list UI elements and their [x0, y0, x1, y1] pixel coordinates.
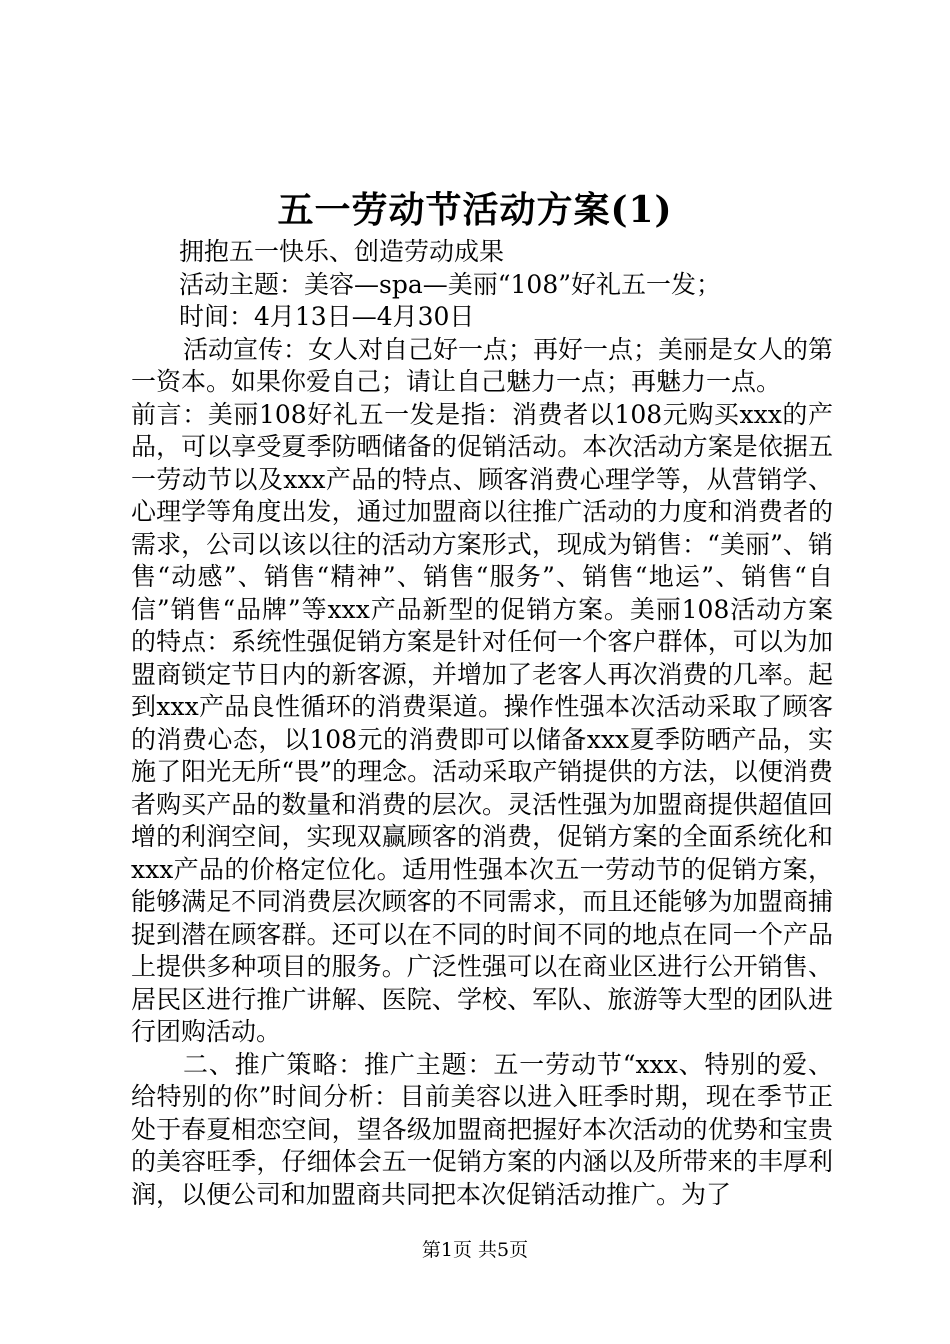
document-title: 五一劳动节活动方案(1)	[277, 189, 673, 231]
paragraph-preface: 前言：美丽108好礼五一发是指：消费者以108元购买xxx的产品，可以享受夏季防晒储备的促销活动。本次活动方案是依据五一劳动节以及xxx产品的特点、顾客消费心理学等，从营销学、心理学等角度出发，通过加盟商以往推广活动的力度和消费者的需求，公司以该以往的活动方案形式，现成为销售：“美丽”、销售“动感”、销售“精神”、销售“服务”、销售“地运”、销售“自信”销售“品牌”等xxx产品新型的促销方案。美丽108活动方案的特点：系统性强促销方案是针对任何一个客户群体，可以为加盟商锁定节日内的新客源，并增加了老客人再次消费的几率。起到xxx产品良性循环的消费渠道。操作性强本次活动采取了顾客的消费心态，以108元的消费即可以储备xxx夏季防晒产品，实施了阳光无所“畏”的理念。活动采取产销提供的方法，以便消费者购买产品的数量和消费的层次。灵活性强为加盟商提供超值回增的利润空间，实现双赢顾客的消费，促销方案的全面系统化和xxx产品的价格定位化。适用性强本次五一劳动节的促销方案，能够满足不同消费层次顾客的不同需求，而且还能够为加盟商捕捉到潜在顾客群。还可以在不同的时间不同的地点在同一个产品上提供多种项目的服务。广泛性强可以在商业区进行公开销售、居民区进行推广讲解、医院、学校、军队、旅游等大型的团队进行团购活动。	[131, 399, 833, 1046]
page-number-footer: 第1页 共5页	[421, 1239, 529, 1261]
paragraph-strategy: 二、推广策略：推广主题：五一劳动节“xxx、特别的爱、给特别的你”时间分析：目前美容以进入旺季时期，现在季节正处于春夏相恋空间，望各级加盟商把握好本次活动的优势和宝贵的美容旺季，仔细体会五一促销方案的内涵以及所带来的丰厚利润，以便公司和加盟商共同把本次促销活动推广。为了	[131, 1049, 833, 1209]
paragraph-slogan: 拥抱五一快乐、创造劳动成果	[179, 237, 505, 266]
paragraph-time: 时间：4月13日—4月30日	[179, 302, 475, 331]
paragraph-theme: 活动主题：美容—spa—美丽“108”好礼五一发；	[179, 269, 722, 299]
paragraph-promotion: 活动宣传：女人对自己好一点；再好一点；美丽是女人的第一资本。如果你爱自己；请让自己魅力一点；再魅力一点。	[131, 334, 834, 396]
document-body	[131, 236, 833, 1211]
